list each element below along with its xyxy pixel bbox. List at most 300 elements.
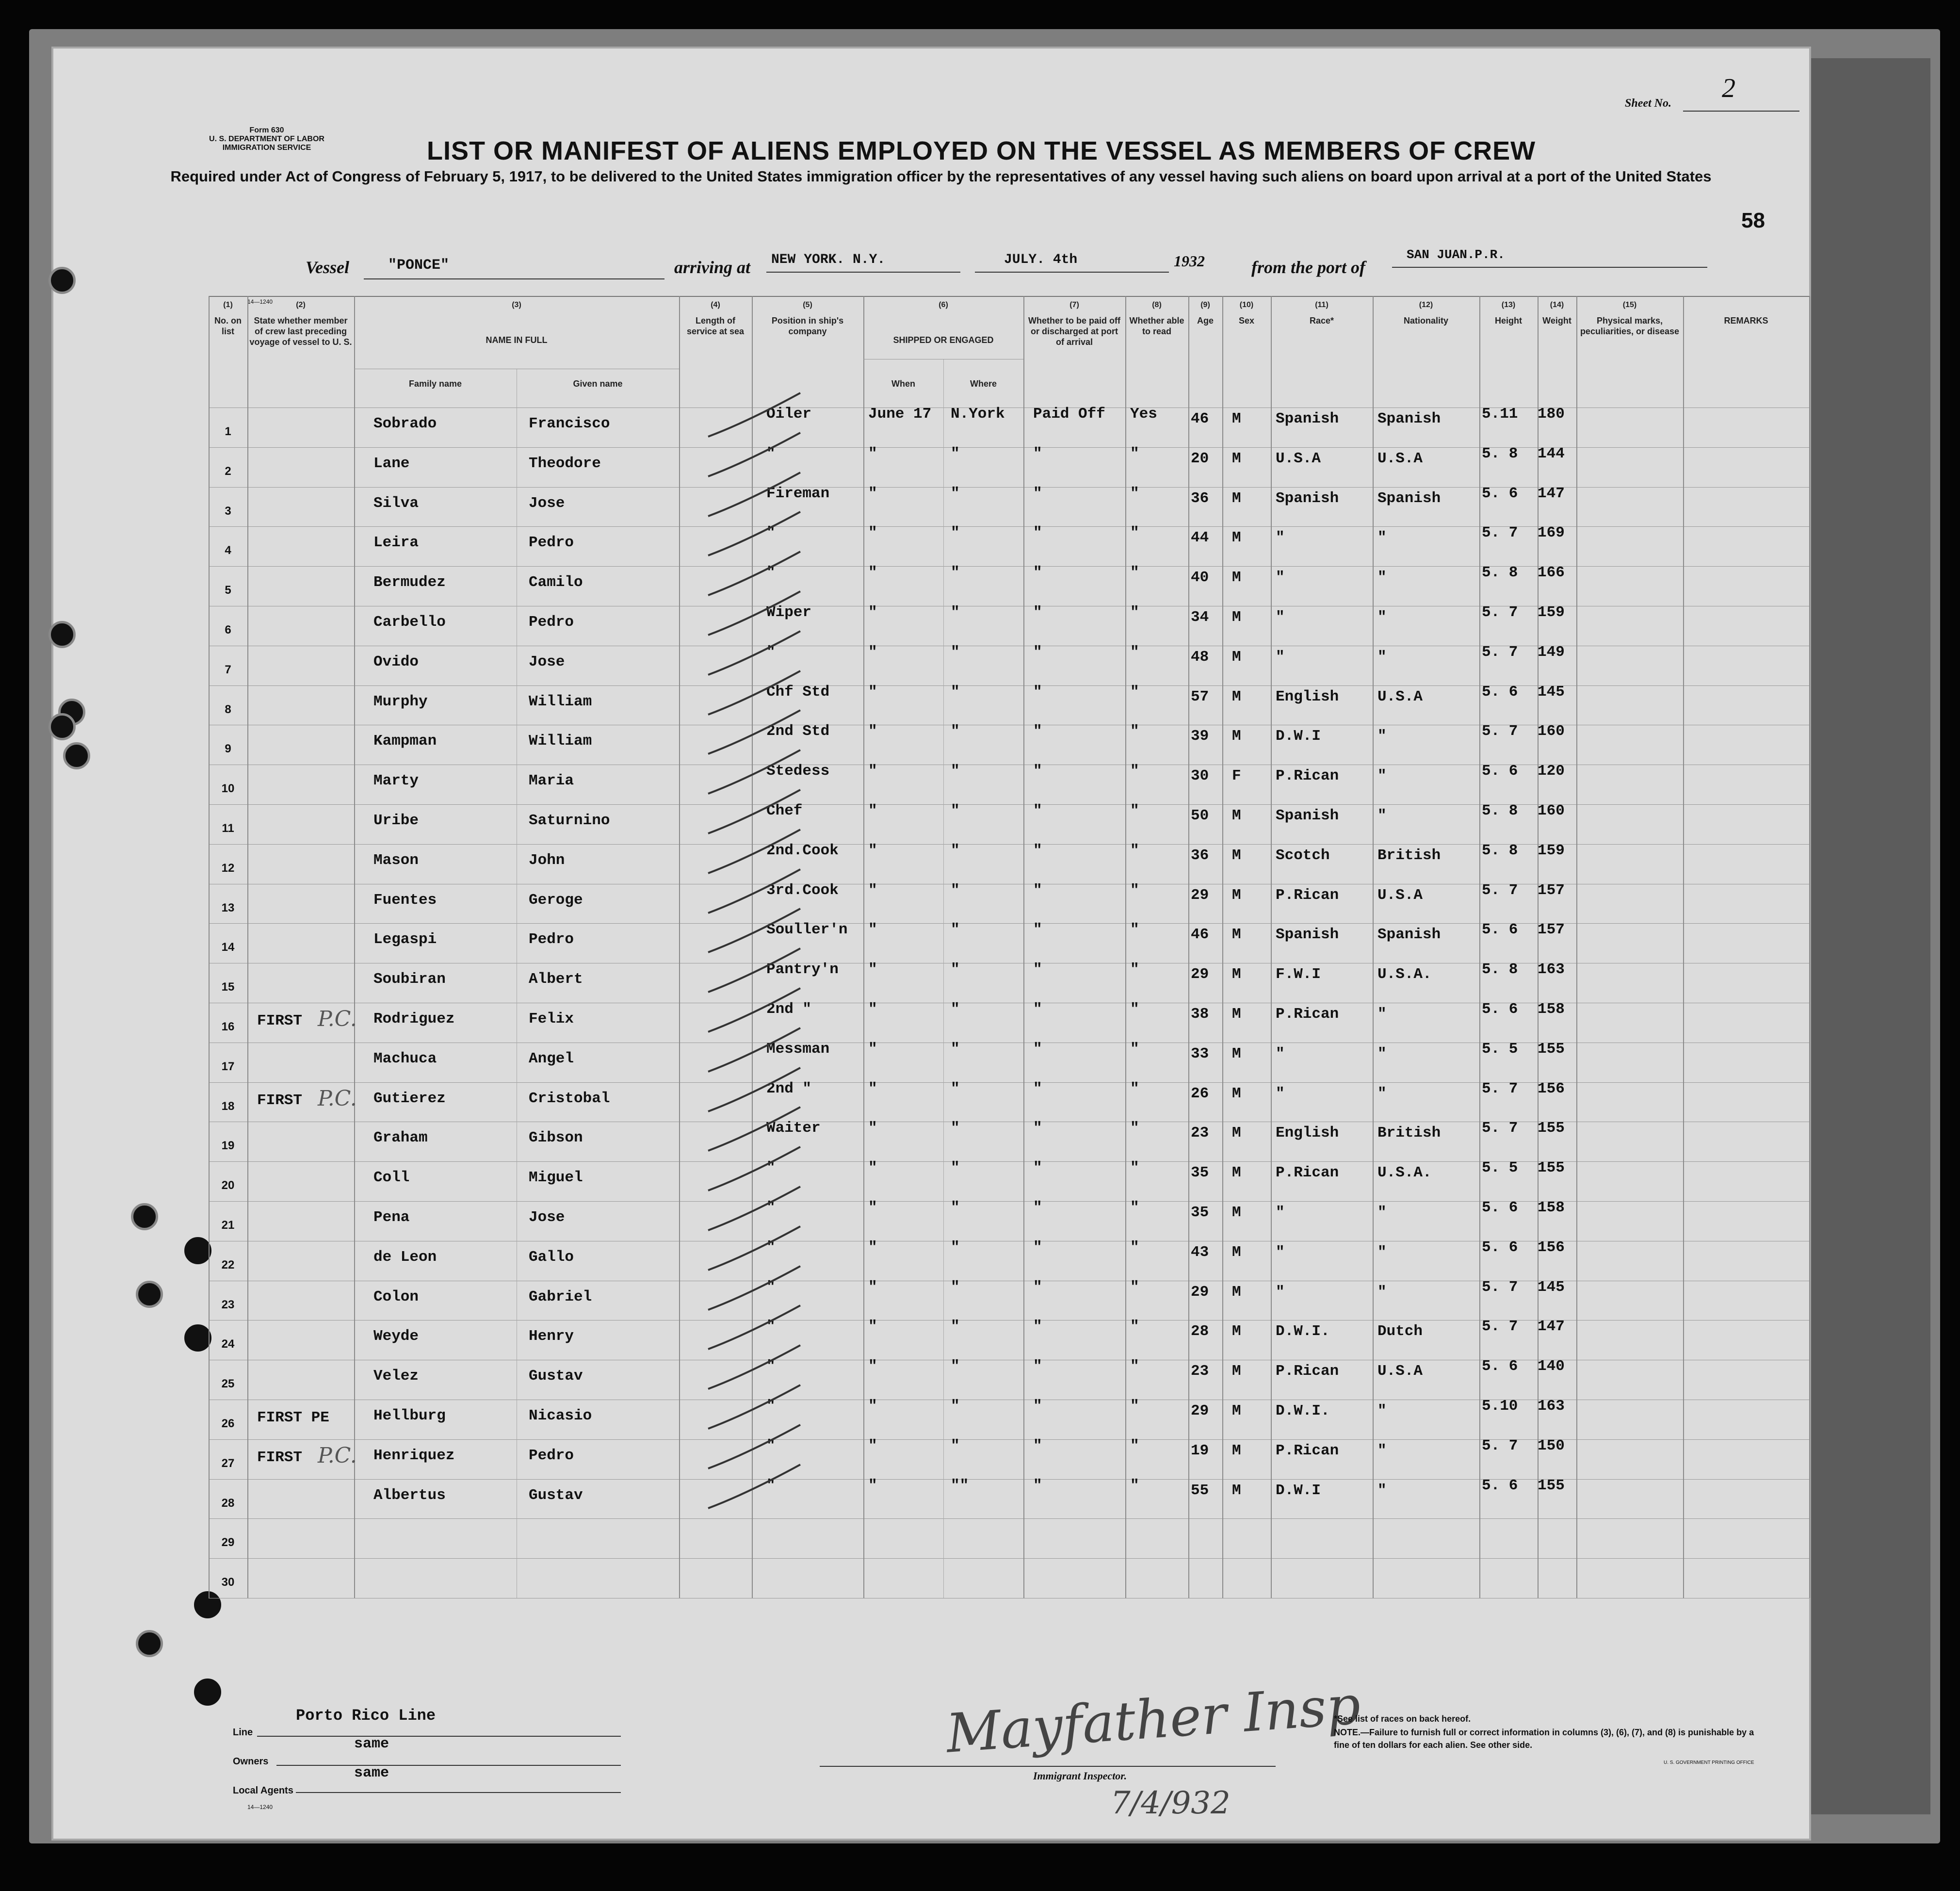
cell-sex: M <box>1232 1006 1241 1023</box>
column-number: (5) <box>803 301 812 309</box>
agents-label: Local Agents <box>233 1785 293 1796</box>
cell-read: " <box>1130 1080 1139 1097</box>
from-line <box>1392 267 1707 268</box>
cell-sex: M <box>1232 648 1241 666</box>
row-rule <box>209 1201 1809 1202</box>
cell-where: " <box>951 1398 960 1415</box>
binder-hole <box>49 713 76 740</box>
cell-nationality: " <box>1377 1045 1387 1062</box>
cell-nationality: " <box>1377 767 1387 785</box>
cell-position: " <box>766 445 776 462</box>
column-rule <box>1188 296 1189 1598</box>
cell-race: F.W.I <box>1276 966 1321 983</box>
cell-given: Pedro <box>529 614 574 631</box>
cell-position: " <box>766 1278 776 1296</box>
penalty-note: NOTE.—Failure to furnish full or correct information in columns (3), (6), (7), and (8) is punishable by a fine of ten dollars for each alien. See other side. <box>1334 1728 1754 1750</box>
cell-position: Oiler <box>766 406 812 423</box>
cell-when: " <box>868 763 877 780</box>
cell-read: " <box>1130 524 1139 542</box>
cell-where: " <box>951 1278 960 1296</box>
column-rule <box>354 296 355 1598</box>
line-line <box>257 1736 621 1737</box>
column-rule <box>1373 296 1374 1598</box>
cell-position: 2nd.Cook <box>766 842 839 859</box>
cell-read: " <box>1130 683 1139 701</box>
cell-where: " <box>951 524 960 542</box>
row-rule <box>209 566 1809 567</box>
cell-nationality: U.S.A <box>1377 1363 1423 1380</box>
cell-age: 36 <box>1191 489 1209 507</box>
cell-race: Spanish <box>1276 807 1339 824</box>
row-number: 22 <box>221 1258 235 1272</box>
cell-when: " <box>868 1358 877 1375</box>
cell-nationality: " <box>1377 1283 1387 1301</box>
cell-weight: 157 <box>1538 921 1565 939</box>
row-number: 10 <box>221 782 235 796</box>
binder-hole <box>136 1630 163 1657</box>
manifest-sheet <box>53 49 1809 1839</box>
cell-where: " <box>951 723 960 740</box>
cell-family: Ovido <box>373 653 419 670</box>
cell-nationality: U.S.A <box>1377 688 1423 705</box>
cell-sex: M <box>1232 1482 1241 1499</box>
cell-weight: 160 <box>1538 802 1565 819</box>
binder-hole <box>49 621 76 648</box>
cell-position: " <box>766 1477 776 1494</box>
cell-read: " <box>1130 1120 1139 1137</box>
cell-race: English <box>1276 1125 1339 1142</box>
cell-when: " <box>868 1001 877 1018</box>
cell-paid: " <box>1033 921 1042 939</box>
cell-race: P.Rican <box>1276 767 1339 785</box>
cell-height: 5. 7 <box>1482 881 1518 899</box>
cell-where: " <box>951 842 960 859</box>
column-number: (4) <box>711 301 720 309</box>
cell-read: " <box>1130 723 1139 740</box>
cell-read: " <box>1130 1318 1139 1336</box>
cell-weight: 155 <box>1538 1040 1565 1058</box>
cell-height: 5. 7 <box>1482 1278 1518 1296</box>
cell-family: Sobrado <box>373 415 437 432</box>
cell-where: " <box>951 763 960 780</box>
column-rule <box>1683 296 1684 1598</box>
arrival-date: JULY. 4th <box>1004 252 1078 267</box>
cell-when: " <box>868 842 877 859</box>
cell-height: 5. 8 <box>1482 802 1518 819</box>
cell-family: Soubiran <box>373 971 446 988</box>
column-header: Age <box>1197 316 1214 326</box>
cell-sex: M <box>1232 807 1241 824</box>
cell-weight: 149 <box>1538 643 1565 661</box>
cell-given: Francisco <box>529 415 610 432</box>
column-number: (3) <box>512 301 521 309</box>
column-header: Sex <box>1238 316 1255 326</box>
cell-read: " <box>1130 802 1139 819</box>
cell-read: " <box>1130 961 1139 978</box>
cell-nationality: British <box>1377 847 1441 864</box>
row-number: 14 <box>221 941 235 954</box>
column-rule <box>1023 296 1024 1598</box>
cell-race: " <box>1276 1283 1285 1301</box>
cell-when: " <box>868 881 877 899</box>
cell-sex: M <box>1232 1085 1241 1102</box>
cell-where: " <box>951 643 960 661</box>
cell-given: Maria <box>529 772 574 790</box>
cell-family: Uribe <box>373 812 419 829</box>
column-header: Nationality <box>1403 316 1448 326</box>
column-number: (8) <box>1152 301 1162 309</box>
cell-position: 2nd " <box>766 1080 812 1097</box>
cell-family: Mason <box>373 851 419 869</box>
binder-hole <box>184 1324 211 1352</box>
column-header: NAME IN FULL <box>486 335 548 345</box>
cell-when: " <box>868 1159 877 1177</box>
cell-age: 35 <box>1191 1204 1209 1221</box>
cell-age: 29 <box>1191 1283 1209 1301</box>
cell-paid: " <box>1033 524 1042 542</box>
cell-family: Legaspi <box>373 931 437 948</box>
cell-family: Lane <box>373 455 410 472</box>
cell-given: Henry <box>529 1328 574 1345</box>
cell-position: " <box>766 1199 776 1216</box>
cell-age: 48 <box>1191 648 1209 666</box>
column-header: Whether to be paid off or discharged at port of arrival <box>1028 316 1120 347</box>
cell-paid: " <box>1033 564 1042 582</box>
cell-height: 5. 7 <box>1482 524 1518 542</box>
cell-given: Nicasio <box>529 1407 592 1424</box>
cell-given: Albert <box>529 971 583 988</box>
cell-nationality: Dutch <box>1377 1323 1423 1340</box>
cell-age: 29 <box>1191 1402 1209 1419</box>
previous-voyage-note: P.C. <box>318 1443 357 1468</box>
cell-when: " <box>868 524 877 542</box>
row-number: 24 <box>221 1337 235 1351</box>
date-line <box>975 272 1169 273</box>
inspector-signature: Mayfather Insp <box>944 1674 1362 1765</box>
cell-paid: " <box>1033 961 1042 978</box>
from-port: SAN JUAN.P.R. <box>1407 247 1505 262</box>
cell-where: " <box>951 1001 960 1018</box>
row-number: 1 <box>225 425 231 438</box>
cell-nationality: " <box>1377 1482 1387 1499</box>
cell-age: 19 <box>1191 1442 1209 1459</box>
cell-age: 40 <box>1191 569 1209 587</box>
cell-race: D.W.I. <box>1276 1323 1330 1340</box>
cell-given: Miguel <box>529 1169 583 1187</box>
service-tick-mark <box>703 1460 810 1513</box>
cell-sex: M <box>1232 1442 1241 1459</box>
cell-age: 20 <box>1191 450 1209 467</box>
sheet-no-label: Sheet No. <box>1625 97 1671 110</box>
cell-read: " <box>1130 1239 1139 1256</box>
row-rule <box>209 685 1809 686</box>
cell-read: " <box>1130 881 1139 899</box>
cell-sex: M <box>1232 569 1241 587</box>
cell-race: Scotch <box>1276 847 1330 864</box>
cell-given: John <box>529 851 565 869</box>
cell-position: " <box>766 1437 776 1454</box>
signature-date: 7/4/932 <box>1111 1785 1231 1821</box>
cell-read: " <box>1130 1040 1139 1058</box>
cell-when: " <box>868 445 877 462</box>
cell-sex: M <box>1232 609 1241 626</box>
vessel-label: Vessel <box>306 258 349 277</box>
cell-when: " <box>868 683 877 701</box>
row-rule <box>209 526 1809 527</box>
cell-where: N.York <box>951 406 1005 423</box>
cell-when: " <box>868 961 877 978</box>
cell-when: " <box>868 723 877 740</box>
cell-paid: " <box>1033 1040 1042 1058</box>
agents-line <box>296 1792 621 1793</box>
cell-given: Pedro <box>529 931 574 948</box>
cell-nationality: " <box>1377 569 1387 587</box>
sheet-no-value: 2 <box>1722 73 1735 103</box>
cell-race: " <box>1276 1243 1285 1261</box>
cell-paid: " <box>1033 643 1042 661</box>
cell-weight: 145 <box>1538 1278 1565 1296</box>
column-rule <box>209 296 210 1598</box>
cell-sex: M <box>1232 450 1241 467</box>
row-number: 20 <box>221 1179 235 1192</box>
row-rule <box>209 1518 1809 1519</box>
cell-when: " <box>868 1398 877 1415</box>
cell-family: Coll <box>373 1169 410 1187</box>
cell-sex: M <box>1232 489 1241 507</box>
cell-given: Gustav <box>529 1486 583 1504</box>
cell-family: Machuca <box>373 1050 437 1067</box>
shipped-subrule <box>943 359 944 1598</box>
cell-where: " <box>951 1358 960 1375</box>
cell-read: " <box>1130 445 1139 462</box>
cell-nationality: " <box>1377 1402 1387 1419</box>
column-header: Physical marks, peculiarities, or disease <box>1580 316 1680 336</box>
cell-race: " <box>1276 1085 1285 1102</box>
cell-sex: M <box>1232 1125 1241 1142</box>
row-number: 30 <box>221 1576 235 1589</box>
cell-paid: " <box>1033 1318 1042 1336</box>
cell-weight: 158 <box>1538 1001 1565 1018</box>
row-rule <box>209 804 1809 805</box>
cell-height: 5. 7 <box>1482 604 1518 621</box>
row-rule <box>209 447 1809 448</box>
cell-position: " <box>766 524 776 542</box>
cell-position: Pantry'n <box>766 961 839 978</box>
cell-age: 23 <box>1191 1363 1209 1380</box>
cell-paid: " <box>1033 1358 1042 1375</box>
cell-nationality: British <box>1377 1125 1441 1142</box>
cell-family: Henriquez <box>373 1447 455 1464</box>
cell-position: " <box>766 643 776 661</box>
cell-sex: M <box>1232 1243 1241 1261</box>
cell-position: Waiter <box>766 1120 821 1137</box>
column-number: (1) <box>223 301 233 309</box>
voyage-line <box>306 247 1761 286</box>
cell-position: 2nd " <box>766 1001 812 1018</box>
cell-race: " <box>1276 529 1285 547</box>
cell-paid: " <box>1033 485 1042 502</box>
cell-read: " <box>1130 1278 1139 1296</box>
cell-where: " <box>951 881 960 899</box>
cell-age: 46 <box>1191 410 1209 427</box>
cell-family: Velez <box>373 1368 419 1385</box>
row-rule <box>209 1479 1809 1480</box>
cell-paid: " <box>1033 1159 1042 1177</box>
sheet-no-line <box>1683 111 1799 112</box>
cell-paid: " <box>1033 445 1042 462</box>
cell-nationality: " <box>1377 1243 1387 1261</box>
cell-when: " <box>868 1199 877 1216</box>
cell-family: Hellburg <box>373 1407 446 1424</box>
cell-given: Pedro <box>529 1447 574 1464</box>
cell-sex: M <box>1232 847 1241 864</box>
cell-sex: F <box>1232 767 1241 785</box>
cell-family: Bermudez <box>373 574 446 591</box>
cell-sex: M <box>1232 966 1241 983</box>
column-header: REMARKS <box>1724 316 1768 326</box>
column-rule <box>1271 296 1272 1598</box>
cell-paid: Paid Off <box>1033 406 1105 423</box>
cell-sex: M <box>1232 529 1241 547</box>
vessel-name: "PONCE" <box>388 257 450 274</box>
inspector-line <box>820 1766 1276 1767</box>
cell-when: " <box>868 1318 877 1336</box>
column-subheader: When <box>891 379 915 389</box>
table-top-rule <box>209 296 1809 297</box>
row-number: 17 <box>221 1060 235 1073</box>
cell-where: " <box>951 1159 960 1177</box>
cell-age: 34 <box>1191 609 1209 626</box>
cell-read: " <box>1130 1477 1139 1494</box>
cell-family: Kampman <box>373 733 437 750</box>
column-number: (7) <box>1069 301 1079 309</box>
column-header: No. on list <box>214 316 242 336</box>
print-code-bottom: 14—1240 <box>247 1804 273 1810</box>
cell-nationality: U.S.A. <box>1377 966 1432 983</box>
cell-family: de Leon <box>373 1248 437 1266</box>
column-header: Height <box>1495 316 1522 326</box>
row-number: 16 <box>221 1020 235 1033</box>
cell-sex: M <box>1232 1323 1241 1340</box>
cell-when: " <box>868 921 877 939</box>
cell-given: Gallo <box>529 1248 574 1266</box>
cell-paid: " <box>1033 881 1042 899</box>
cell-age: 46 <box>1191 926 1209 944</box>
column-header: Whether able to read <box>1129 316 1184 336</box>
cell-height: 5. 5 <box>1482 1040 1518 1058</box>
cell-where: " <box>951 445 960 462</box>
column-number: (9) <box>1200 301 1210 309</box>
page-number: 58 <box>1741 209 1765 232</box>
cell-paid: " <box>1033 763 1042 780</box>
binder-hole <box>131 1203 158 1230</box>
cell-height: 5. 6 <box>1482 683 1518 701</box>
from-label: from the port of <box>1251 258 1366 277</box>
row-number: 5 <box>225 584 231 597</box>
cell-height: 5. 5 <box>1482 1159 1518 1177</box>
cell-family: Fuentes <box>373 891 437 909</box>
cell-nationality: " <box>1377 728 1387 745</box>
cell-nationality: " <box>1377 648 1387 666</box>
cell-weight: 147 <box>1538 485 1565 502</box>
cell-nationality: U.S.A <box>1377 450 1423 467</box>
row-rule <box>209 1439 1809 1440</box>
cell-paid: " <box>1033 1437 1042 1454</box>
cell-race: " <box>1276 1045 1285 1062</box>
binder-hole <box>136 1281 163 1308</box>
cell-weight: 156 <box>1538 1239 1565 1256</box>
cell-paid: " <box>1033 842 1042 859</box>
cell-family: Carbello <box>373 614 446 631</box>
cell-height: 5. 6 <box>1482 1239 1518 1256</box>
form-id <box>199 126 335 152</box>
column-number: (6) <box>939 301 948 309</box>
cell-weight: 156 <box>1538 1080 1565 1097</box>
cell-height: 5.10 <box>1482 1398 1518 1415</box>
cell-where: " <box>951 604 960 621</box>
cell-height: 5. 8 <box>1482 564 1518 582</box>
cell-given: Jose <box>529 1209 565 1226</box>
cell-age: 33 <box>1191 1045 1209 1062</box>
cell-weight: 140 <box>1538 1358 1565 1375</box>
cell-when: " <box>868 485 877 502</box>
cell-paid: " <box>1033 1239 1042 1256</box>
cell-weight: 160 <box>1538 723 1565 740</box>
cell-nationality: U.S.A <box>1377 886 1423 904</box>
cell-race: D.W.I <box>1276 728 1321 745</box>
cell-race: P.Rican <box>1276 886 1339 904</box>
row-number: 4 <box>225 544 231 557</box>
form-number: Form 630 <box>249 126 284 134</box>
cell-nationality: Spanish <box>1377 410 1441 427</box>
cell-age: 30 <box>1191 767 1209 785</box>
cell-family: Leira <box>373 534 419 552</box>
cell-age: 29 <box>1191 886 1209 904</box>
column-rule <box>1125 296 1126 1598</box>
row-number: 2 <box>225 464 231 478</box>
column-header: Race* <box>1309 316 1334 326</box>
cell-race: " <box>1276 648 1285 666</box>
cell-nationality: " <box>1377 1006 1387 1023</box>
row-number: 3 <box>225 504 231 518</box>
column-rule <box>1222 296 1223 1598</box>
cell-weight: 150 <box>1538 1437 1565 1454</box>
cell-weight: 166 <box>1538 564 1565 582</box>
cell-age: 44 <box>1191 529 1209 547</box>
previous-voyage-note: P.C. <box>318 1086 357 1111</box>
cell-given: Felix <box>529 1011 574 1027</box>
cell-weight: 163 <box>1538 1398 1565 1415</box>
cell-weight: 169 <box>1538 524 1565 542</box>
cell-sex: M <box>1232 1164 1241 1182</box>
row-rule <box>209 487 1809 488</box>
cell-weight: 145 <box>1538 683 1565 701</box>
cell-weight: 159 <box>1538 604 1565 621</box>
cell-read: Yes <box>1130 406 1157 423</box>
column-header: Position in ship's company <box>771 316 844 336</box>
column-rule <box>1479 296 1480 1598</box>
line-label: Line <box>233 1727 253 1738</box>
cell-when: June 17 <box>868 406 932 423</box>
cell-when: " <box>868 1080 877 1097</box>
cell-weight: 155 <box>1538 1120 1565 1137</box>
cell-read: " <box>1130 643 1139 661</box>
cell-sex: M <box>1232 886 1241 904</box>
cell-given: Gabriel <box>529 1288 592 1305</box>
cell-weight: 158 <box>1538 1199 1565 1216</box>
cell-race: P.Rican <box>1276 1363 1339 1380</box>
cell-read: " <box>1130 604 1139 621</box>
